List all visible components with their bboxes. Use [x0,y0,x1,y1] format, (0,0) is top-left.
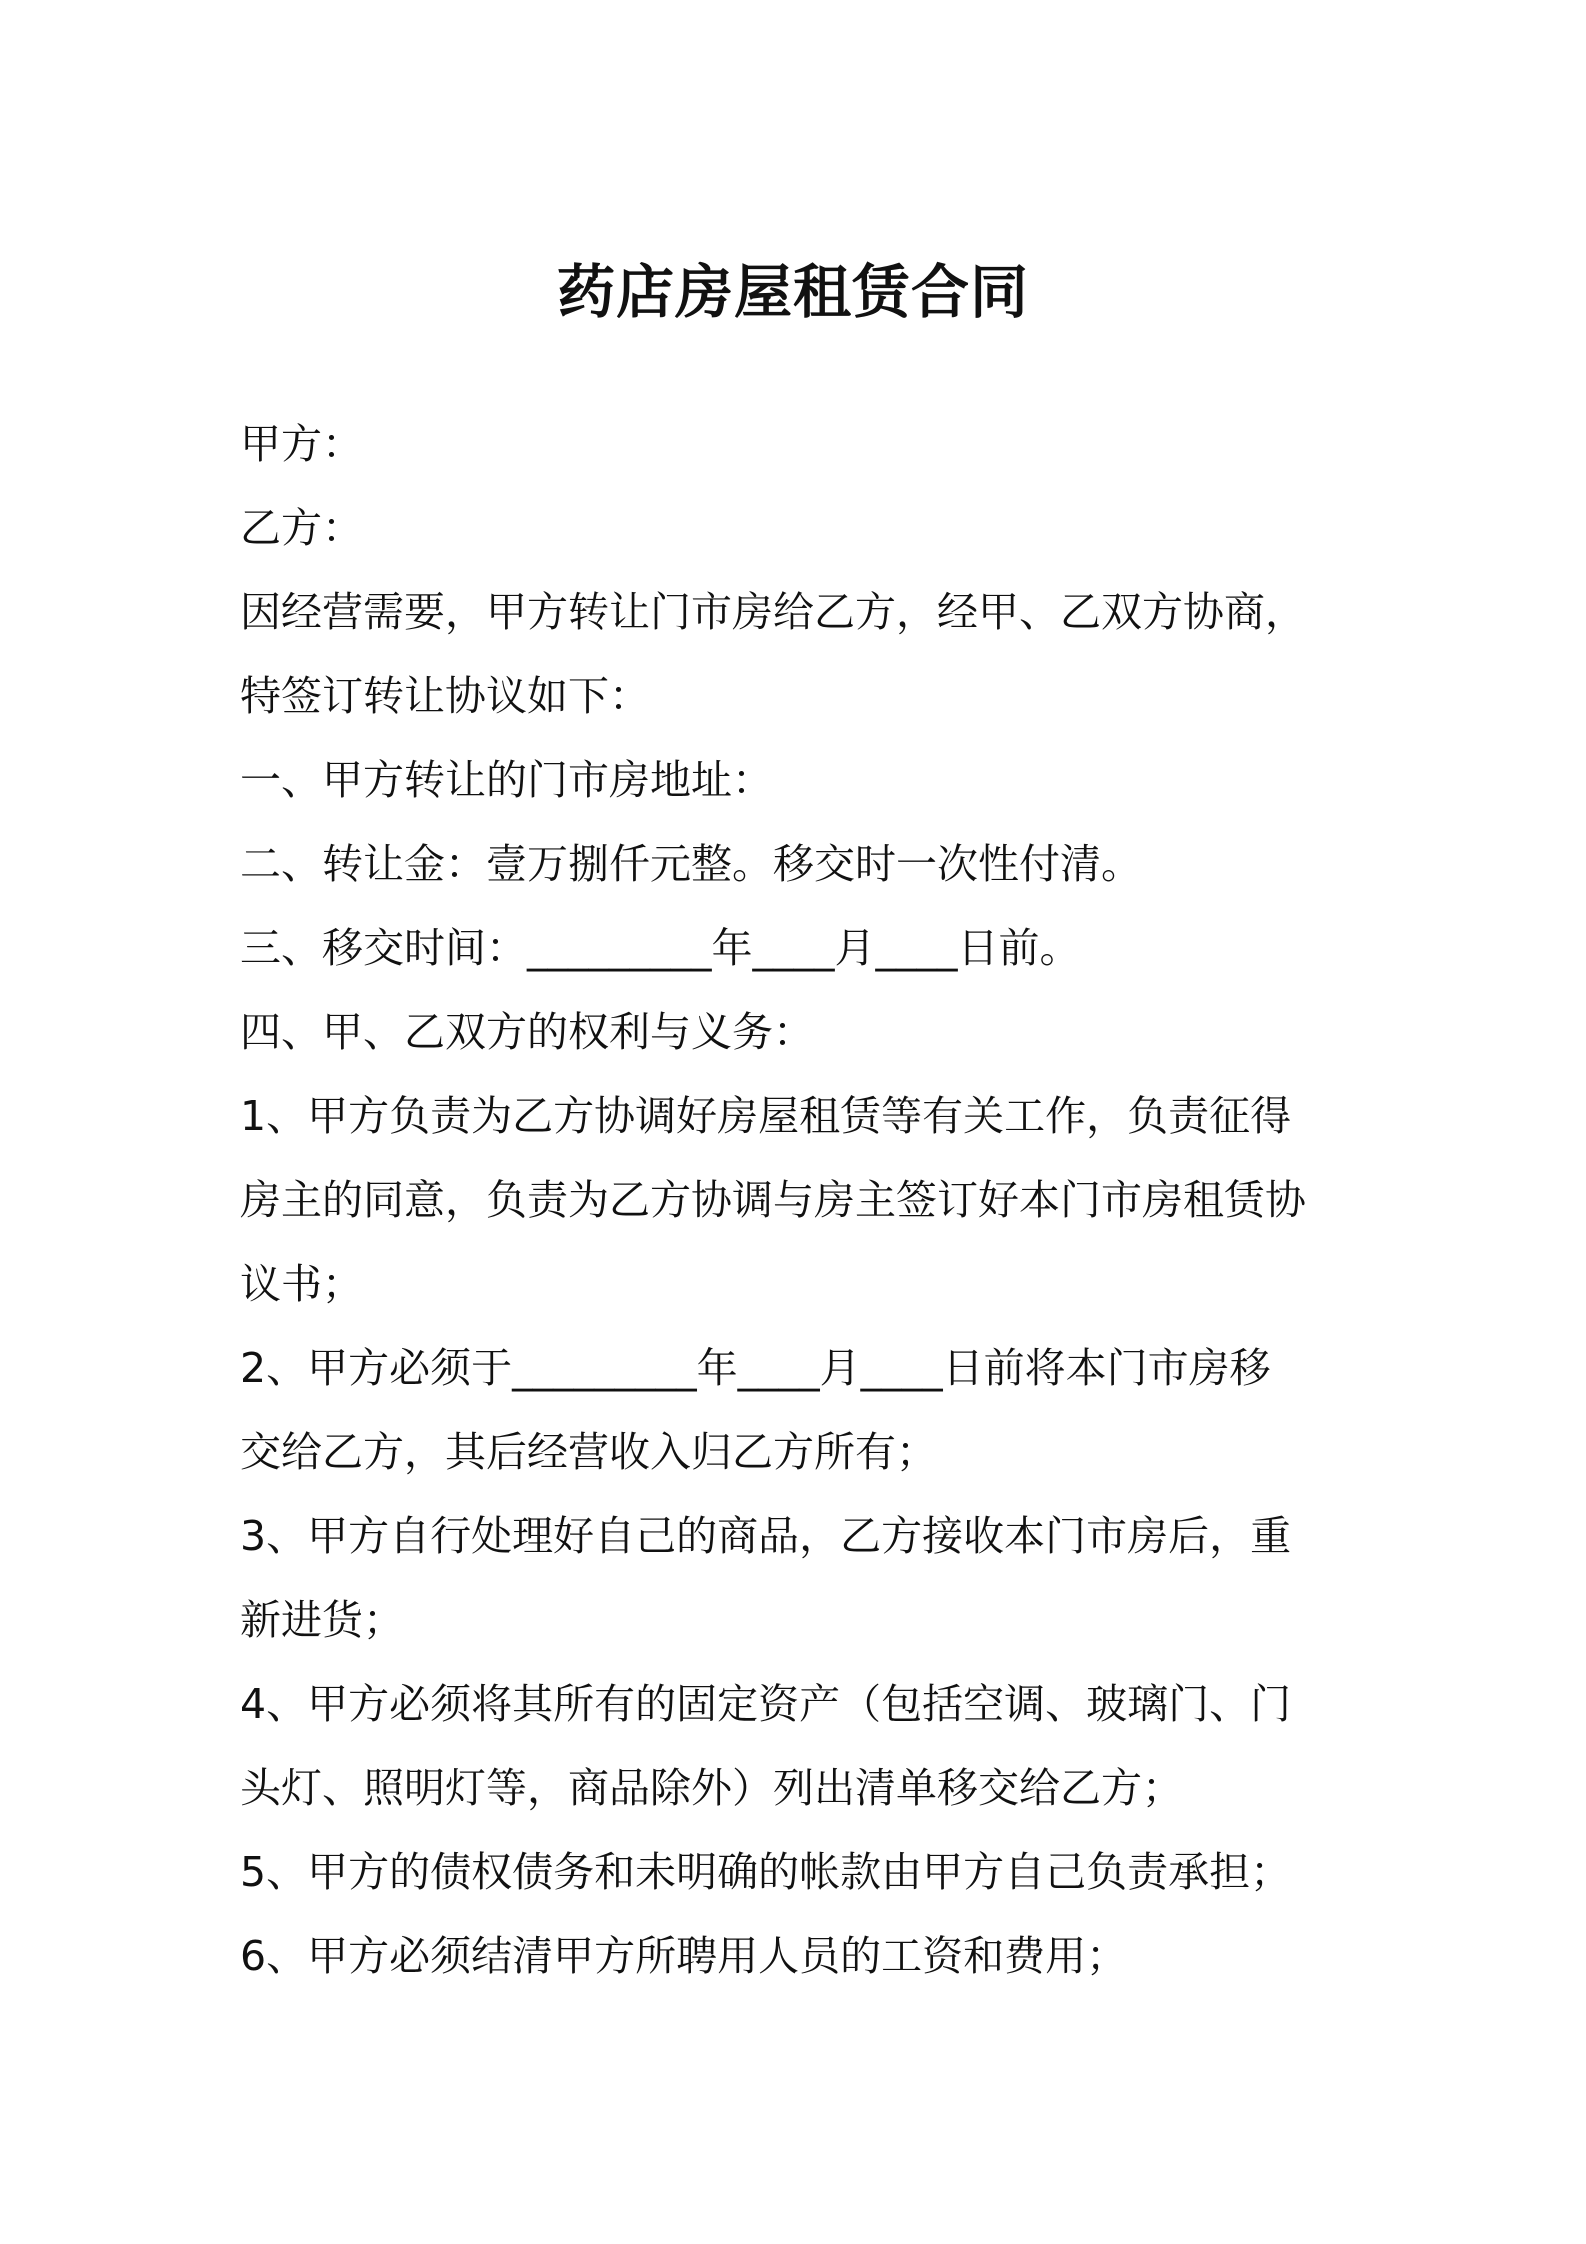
item-2-line-1: 2、甲方必须于_________年____月____日前将本门市房移 [240,1344,1271,1392]
clause-4-heading: 四、甲、乙双方的权利与义务： [240,1008,814,1056]
intro-line-1: 因经营需要，甲方转让门市房给乙方，经甲、乙双方协商， [240,588,1306,636]
intro-line-2: 特签订转让协议如下： [240,672,650,720]
item-5-line: 5、甲方的债权债务和未明确的帐款由甲方自己负责承担； [240,1848,1292,1896]
document-body [240,402,1352,1998]
item-4-line-2: 头灯、照明灯等，商品除外）列出清单移交给乙方； [240,1764,1183,1812]
clause-1-address: 一、甲方转让的门市房地址： [240,756,773,804]
clause-2-fee: 二、转让金：壹万捌仟元整。移交时一次性付清。 [240,840,1142,888]
party-a-line: 甲方： [240,420,363,468]
item-3-line-2: 新进货； [240,1596,404,1644]
item-3-line-1: 3、甲方自行处理好自己的商品，乙方接收本门市房后，重 [240,1512,1292,1560]
item-1-line-1: 1、甲方负责为乙方协调好房屋租赁等有关工作，负责征得 [240,1092,1292,1140]
item-2-line-2: 交给乙方，其后经营收入归乙方所有； [240,1428,937,1476]
item-1-line-2: 房主的同意，负责为乙方协调与房主签订好本门市房租赁协 [240,1176,1306,1224]
party-b-line: 乙方： [240,504,363,552]
item-4-line-1: 4、甲方必须将其所有的固定资产（包括空调、玻璃门、门 [240,1680,1292,1728]
document-title: 药店房屋租赁合同 [556,258,1029,326]
item-1-line-3: 议书； [240,1260,363,1308]
item-6-line: 6、甲方必须结清甲方所聘用人员的工资和费用； [240,1932,1128,1980]
clause-3-handover-time: 三、移交时间：_________年____月____日前。 [240,924,1081,972]
